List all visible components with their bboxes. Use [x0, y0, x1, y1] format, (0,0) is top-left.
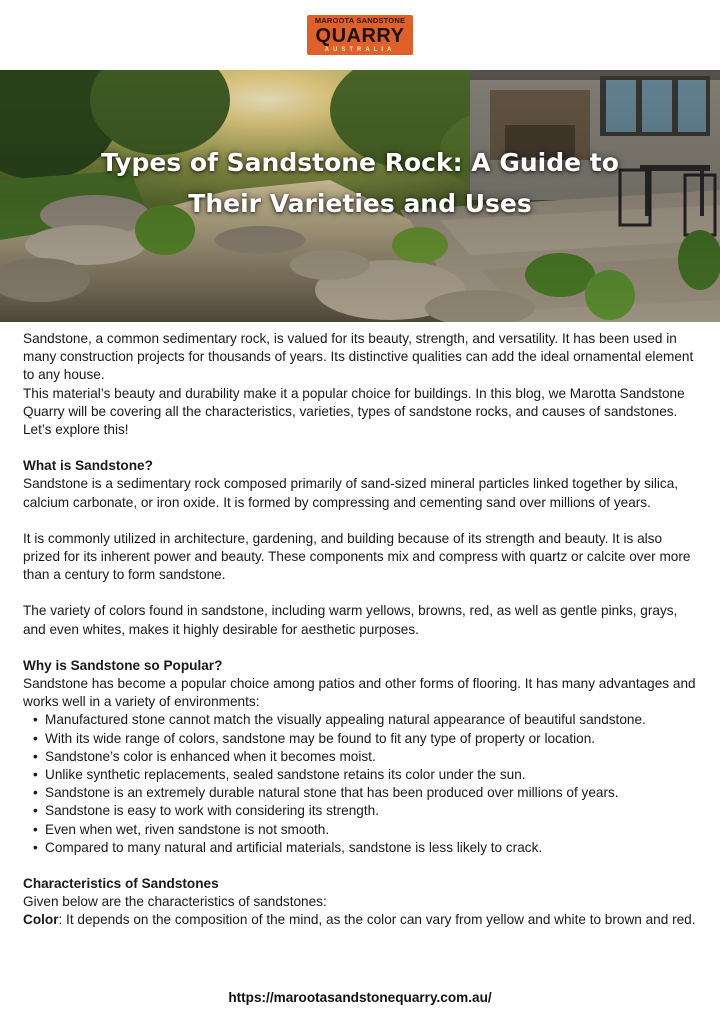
hero-title — [60, 142, 660, 224]
characteristics-heading: Characteristics of Sandstones — [23, 876, 219, 892]
what-is-heading: What is Sandstone? — [23, 458, 153, 474]
list-item: • Compared to many natural and artificial materials, sandstone is less likely to crack. — [31, 839, 699, 857]
color-characteristic — [23, 911, 699, 929]
list-item: • With its wide range of colors, sandstone may be found to fit any type of property or location. — [31, 730, 699, 748]
list-item: • Sandstone is an extremely durable natural stone that has been produced over millions of years. — [31, 784, 699, 802]
color-description: : It depends on the composition of the mind, as the color can vary from yellow and white to brown and red. — [58, 912, 696, 928]
logo-main-text: QUARRY — [315, 24, 405, 47]
intro-paragraph-1: Sandstone, a common sedimentary rock, is valued for its beauty, strength, and versatility. It has been used in many construction projects for thousands of years. Its distinctive qualities can add the ideal ornamental element to any house. — [23, 331, 694, 383]
list-item: • Manufactured stone cannot match the visually appealing natural appearance of beautiful sandstone. — [31, 711, 699, 729]
list-item: • Even when wet, riven sandstone is not smooth. — [31, 821, 699, 839]
website-link[interactable]: https://marootasandstonequarry.com.au/ — [228, 990, 492, 1005]
spacer — [23, 512, 699, 530]
spacer — [23, 639, 699, 657]
spacer — [23, 857, 699, 875]
spacer — [23, 439, 699, 457]
logo-top-text: MAROOTA SANDSTONE — [314, 16, 406, 26]
what-is-paragraph-3: The variety of colors found in sandstone, including warm yellows, browns, red, as well as gentle pinks, grays, and even whites, makes it highly desirable for aesthetic purposes. — [23, 603, 678, 637]
color-label: Color — [23, 912, 59, 928]
hero-title-line2: Their Varieties and Uses — [188, 189, 532, 218]
list-item: • Sandstone’s color is enhanced when it becomes moist. — [31, 748, 699, 766]
popular-list — [23, 711, 699, 857]
what-is-paragraph-1: Sandstone is a sedimentary rock composed primarily of sand-sized mineral particles linked together by silica, calcium carbonate, or iron oxide. It is formed by compressing and cementing sand over millions of years. — [23, 476, 679, 510]
logo-bar — [0, 0, 720, 70]
list-item: • Sandstone is easy to work with considering its strength. — [31, 802, 699, 820]
popular-heading: Why is Sandstone so Popular? — [23, 657, 223, 673]
spacer — [23, 584, 699, 602]
footer — [0, 990, 720, 1005]
intro-paragraph-2: This material’s beauty and durability make it a popular choice for buildings. In this blog, we Marotta Sandstone Quarry will be covering all the characteristics, varieties, types of sandstone rocks, and causes of sandstones. Let’s explore this! — [23, 385, 685, 438]
logo-bottom-text: AUSTRALIA — [324, 46, 396, 53]
article-body — [23, 330, 699, 930]
hero-banner — [0, 70, 720, 322]
characteristics-intro: Given below are the characteristics of sandstones: — [23, 894, 327, 910]
company-logo[interactable] — [307, 15, 413, 55]
hero-title-line1: Types of Sandstone Rock: A Guide to — [101, 148, 619, 177]
popular-intro: Sandstone has become a popular choice among patios and other forms of flooring. It has many advantages and works well in a variety of environments: — [23, 676, 696, 710]
what-is-paragraph-2: It is commonly utilized in architecture, gardening, and building because of its strength and beauty. It is also prized for its inherent power and beauty. These components mix and compress with quartz or calcite over more than a century to form sandstone. — [23, 530, 691, 583]
list-item: • Unlike synthetic replacements, sealed sandstone retains its color under the sun. — [31, 766, 699, 784]
